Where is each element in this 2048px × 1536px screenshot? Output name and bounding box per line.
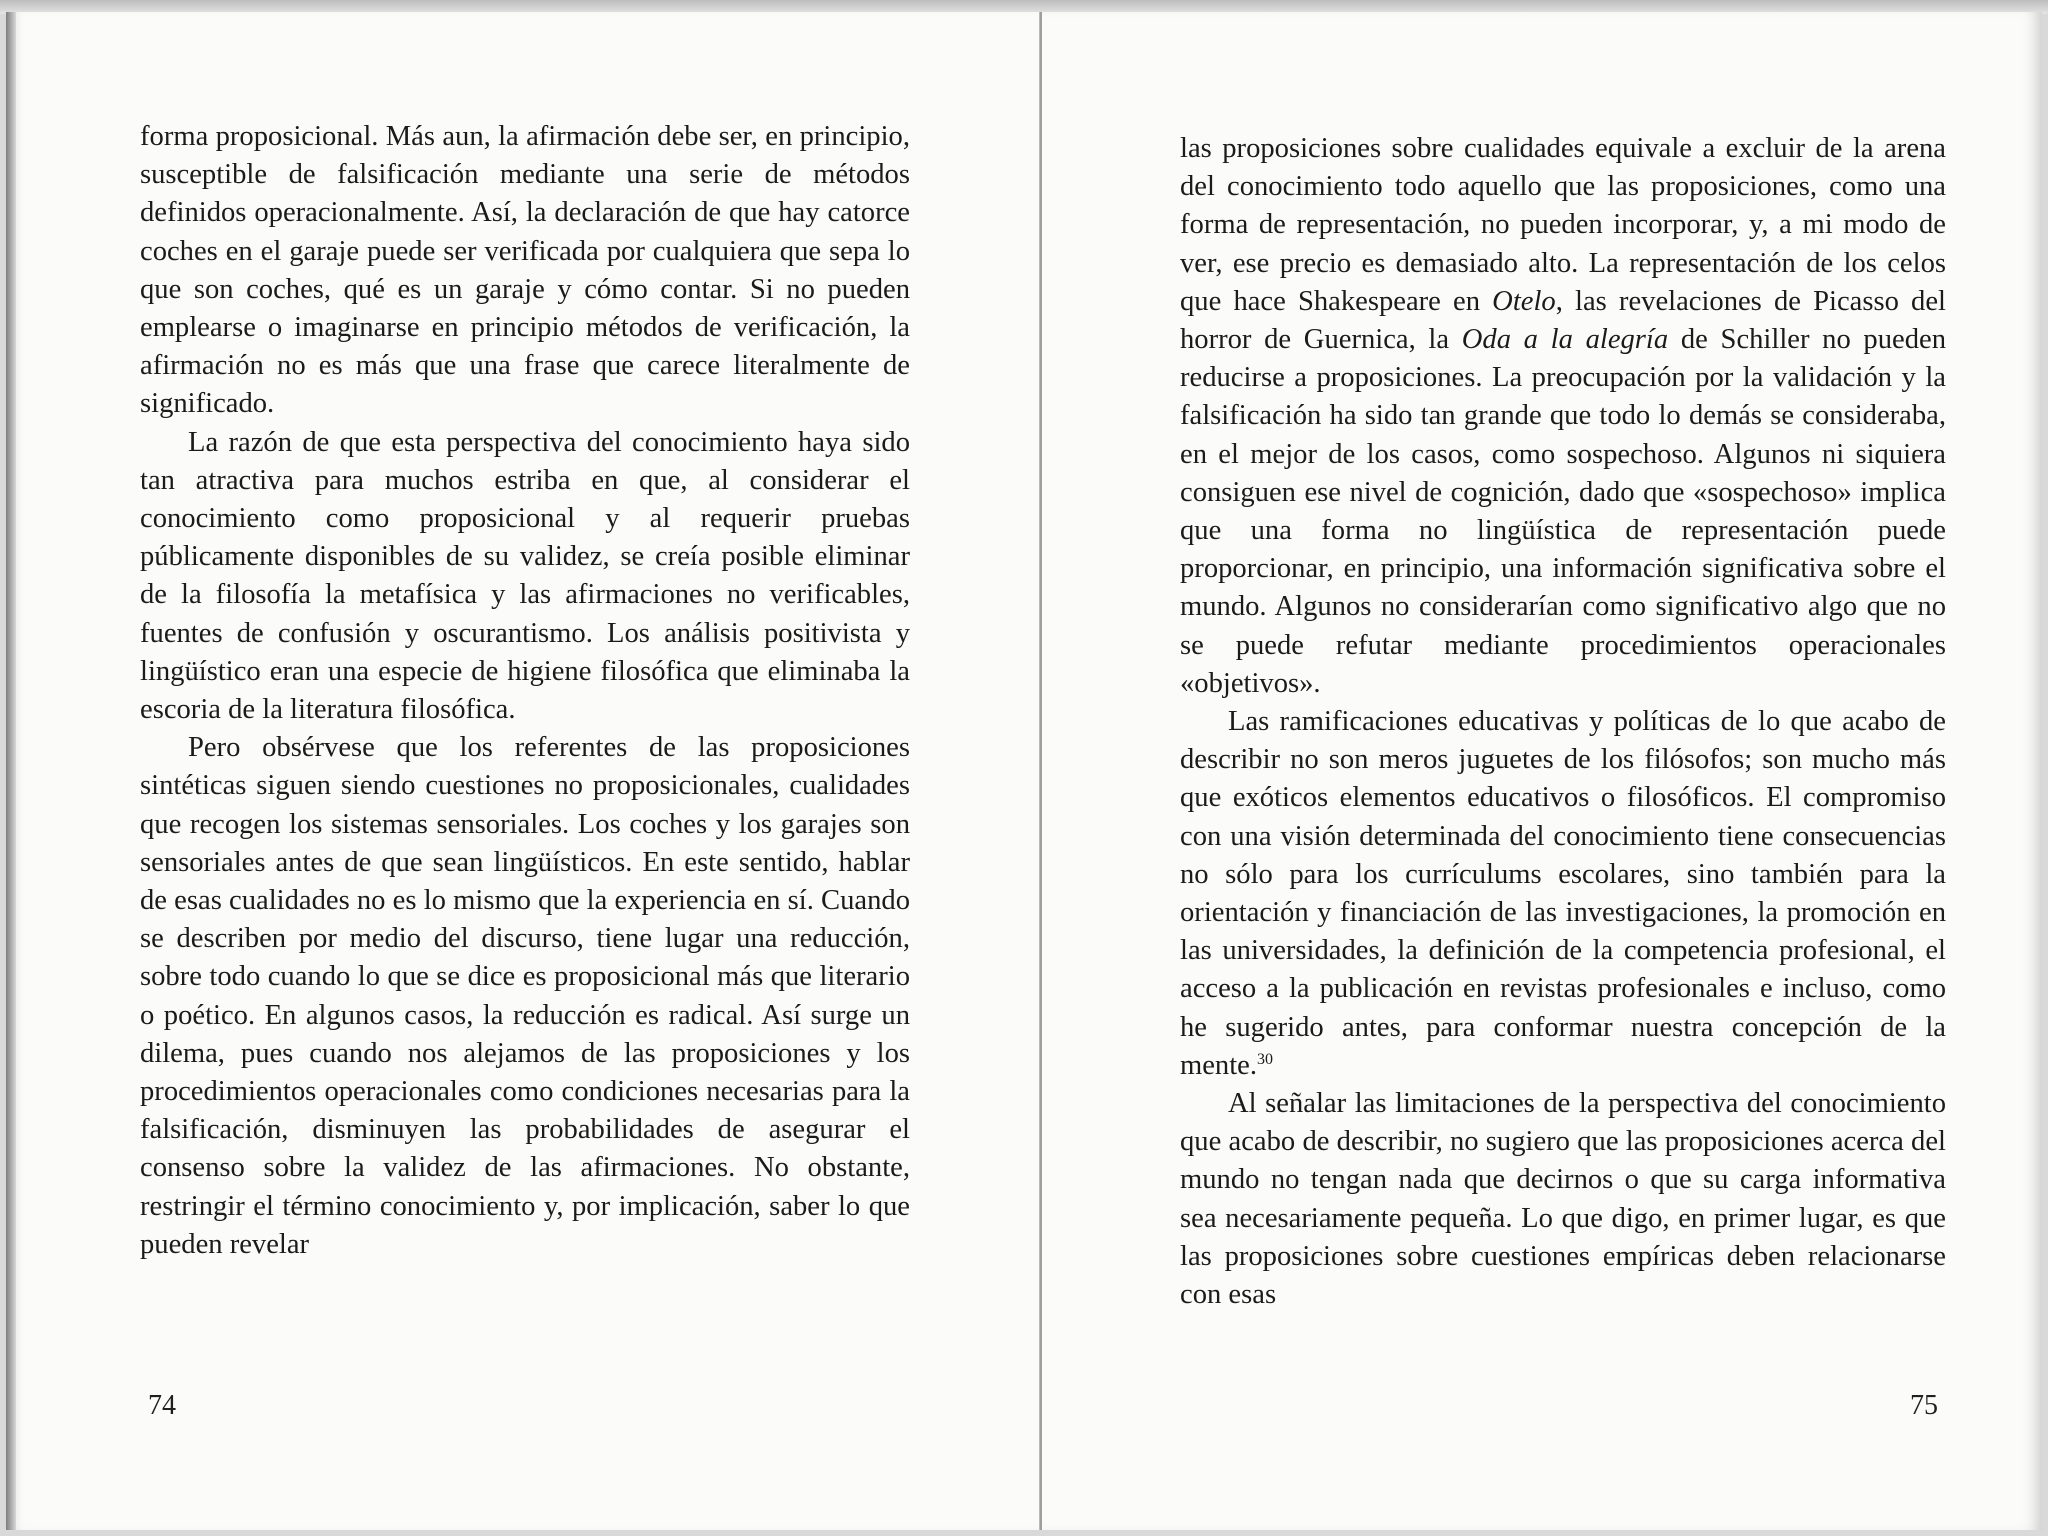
left-paragraph-1: forma proposicional. Más aun, la afirmación debe ser, en principio, susceptible de falsificación mediante una serie de métodos definidos operacionalmente. Así, la declaración de que hay catorce coches en el garaje puede ser verificada por cualquiera que sepa lo que son coches, qué es un garaje y cómo contar. Si no pueden emplearse o imaginarse en principio métodos de verificación, la afirmación no es más que una frase que carece literalmente de significado. xyxy=(140,121,910,420)
right-paragraph-1-part-a: las proposiciones sobre cualidades equivale a excluir de la arena del conocimiento todo aquello que las proposiciones, como una forma de representación, no pueden incorporar, y, a mi modo de ver, ese precio es demasiado alto. La representación de los celos que hace Shakespeare en xyxy=(1180,133,1946,317)
left-page-body xyxy=(140,118,910,1264)
right-page-body xyxy=(1180,130,1946,1314)
left-page-edge xyxy=(6,12,16,1530)
right-paragraph-3: Al señalar las limitaciones de la perspectiva del conocimiento que acabo de describir, no sugiero que las proposiciones acerca del mundo no tengan nada que decirnos o que su carga informativa sea necesariamente pequeña. Lo que digo, en primer lugar, es que las proposiciones sobre cuestiones empíricas deben relacionarse con esas xyxy=(1180,1088,1946,1311)
footnote-marker: 30 xyxy=(1257,1050,1274,1068)
left-page-number: 74 xyxy=(148,1390,176,1421)
title-otelo: Otelo xyxy=(1492,285,1556,317)
left-page xyxy=(6,12,1042,1530)
right-paragraph-1-part-c: de Schiller no pueden reducirse a proposiciones. La preocupación por la validación y la falsificación ha sido tan grande que todo lo demás se consideraba, en el mejor de los casos, como sospechoso. Algunos ni siquiera consiguen ese nivel de cognición, dado que «sospechoso» implica que una forma no lingüística de representación puede proporcionar, en principio, una información significativa sobre el mundo. Algunos no considerarían como significativo algo que no se puede refutar mediante procedimientos operacionales «objetivos». xyxy=(1180,324,1947,699)
right-paragraph-1 xyxy=(1180,130,1946,703)
right-paragraph-1-part-b: , las revelaciones de Picasso del horror de Guernica, la xyxy=(1180,285,1946,356)
right-page-number: 75 xyxy=(1910,1390,1938,1421)
book-spread xyxy=(6,12,2042,1530)
left-paragraph-3: Pero obsérvese que los referentes de las proposiciones sintéticas siguen siendo cuestiones no proposicionales, cualidades que recogen los sistemas sensoriales. Los coches y los garajes son sensoriales antes de que sean lingüísticos. En este sentido, hablar de esas cualidades no es lo mismo que la experiencia en sí. Cuando se describen por medio del discurso, tiene lugar una reducción, sobre todo cuando lo que se dice es proposicional más que literario o poético. En algunos casos, la reducción es radical. Así surge un dilema, pues cuando nos alejamos de las proposiciones y los procedimientos operacionales como condiciones necesarias para la falsificación, disminuyen las probabilidades de asegurar el consenso sobre la validez de las afirmaciones. No obstante, restringir el término conocimiento y, por implicación, saber lo que pueden revelar xyxy=(140,732,910,1260)
title-oda-a-la-alegria: Oda a la alegría xyxy=(1461,324,1669,356)
right-page xyxy=(1042,12,2042,1530)
right-paragraph-2-text: Las ramificaciones educativas y políticas de lo que acabo de describir no son meros juguetes de los filósofos; son mucho más que exóticos elementos educativos o filosóficos. El compromiso con una visión determinada del conocimiento tiene consecuencias no sólo para los currículums escolares, sino también para la orientación y financiación de las investigaciones, la promoción en las universidades, la definición de la competencia profesional, el acceso a la publicación en revistas profesionales e incluso, como he sugerido antes, para conformar nuestra concepción de la mente. xyxy=(1180,706,1946,1081)
right-paragraph-2 xyxy=(1180,703,1946,1085)
left-paragraph-2: La razón de que esta perspectiva del conocimiento haya sido tan atractiva para muchos estriba en que, al considerar el conocimiento como proposicional y al requerir pruebas públicamente disponibles de su validez, se creía posible eliminar de la filosofía la metafísica y las afirmaciones no verificables, fuentes de confusión y oscurantismo. Los análisis positivista y lingüístico eran una especie de higiene filosófica que eliminaba la escoria de la literatura filosófica. xyxy=(140,426,910,726)
